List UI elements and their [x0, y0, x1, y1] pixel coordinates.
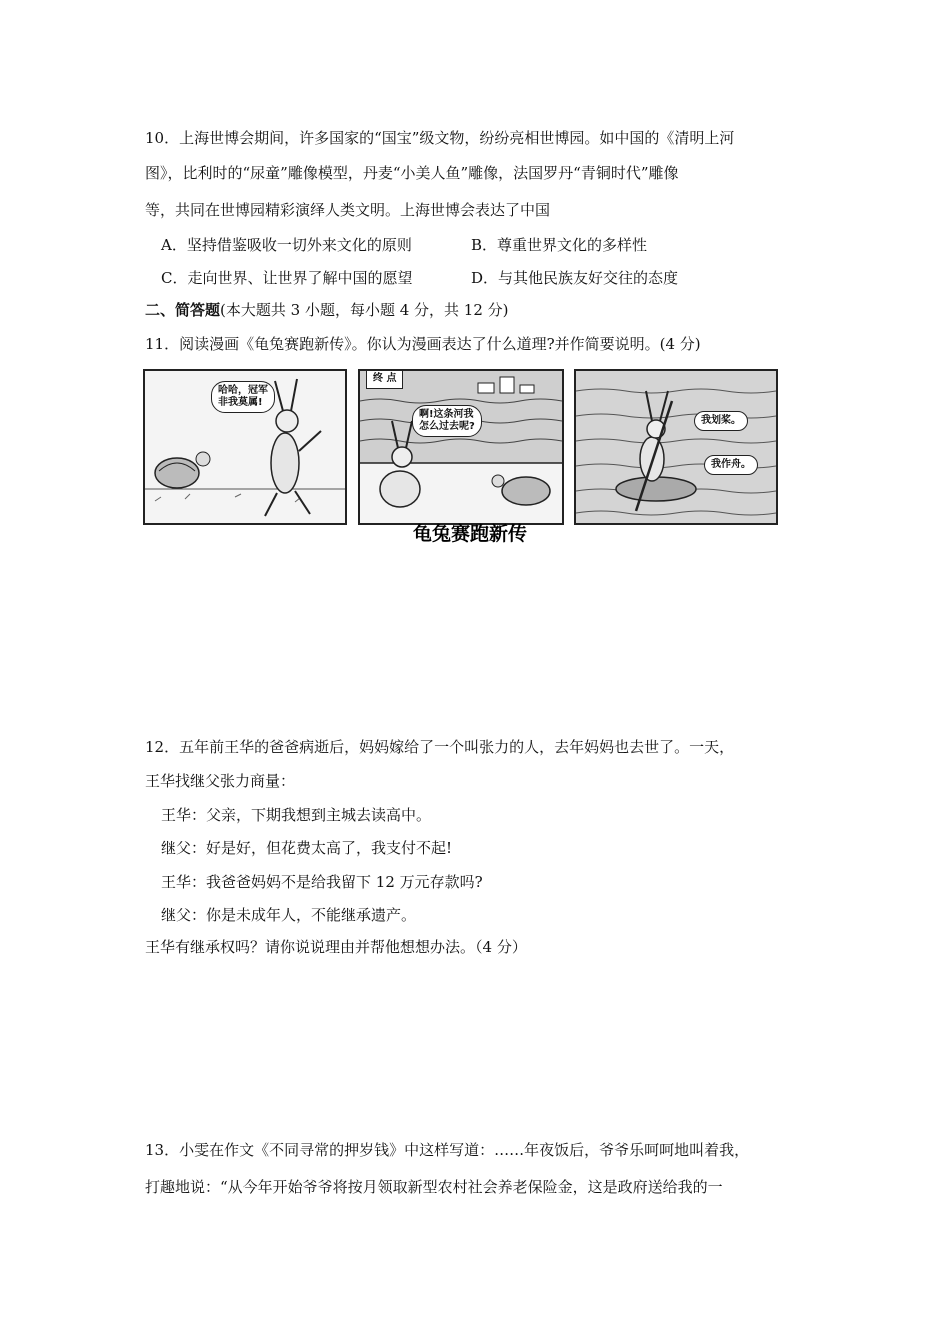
q12-dialogue-3: 王华：我爸爸妈妈不是给我留下 12 万元存款吗? — [161, 873, 483, 891]
q12-dialogue-2: 继父：好是好，但花费太高了，我支付不起! — [161, 839, 453, 857]
comic-panel-3 — [574, 369, 778, 525]
q10-options-row-2 — [161, 268, 678, 288]
q10-line-2: 图》，比利时的“尿童”雕像模型，丹麦“小美人鱼”雕像，法国罗丹“青铜时代”雕像 — [145, 164, 679, 182]
q11-text: 11．阅读漫画《龟兔赛跑新传》。你认为漫画表达了什么道理?并作简要说明。(4 分) — [145, 335, 701, 353]
comic-panel-2-drawing — [360, 371, 562, 523]
comic-panel-2-finish-sign: 终 点 — [366, 369, 403, 389]
q12-question: 王华有继承权吗？请你说说理由并帮他想想办法。（4 分） — [145, 938, 527, 956]
q10-option-a: A．坚持借鉴吸收一切外来文化的原则 — [161, 236, 412, 254]
q12-line-1: 12．五年前王华的爸爸病逝后，妈妈嫁给了一个叫张力的人，去年妈妈也去世了。一天， — [145, 738, 735, 756]
comic-panel-2 — [358, 369, 564, 525]
q10-line-3: 等，共同在世博园精彩演绎人类文明。上海世博会表达了中国 — [145, 201, 551, 219]
q10-line-1: 10．上海世博会期间，许多国家的“国宝”级文物，纷纷亮相世博园。如中国的《清明上河 — [145, 129, 735, 147]
section-2-note: (本大题共 3 小题，每小题 4 分，共 12 分) — [220, 301, 509, 319]
comic-panel-2-speech-bubble: 啊!这条河我 怎么过去呢? — [412, 405, 482, 437]
q10-option-d: D．与其他民族友好交往的态度 — [471, 269, 679, 287]
section-2-heading — [145, 300, 509, 320]
q12-line-2: 王华找继父张力商量： — [145, 772, 296, 790]
q13-line-1: 13．小雯在作文《不同寻常的押岁钱》中这样写道：……年夜饭后，爷爷乐呵呵地叫着我， — [145, 1141, 750, 1159]
q10-option-b: B．尊重世界文化的多样性 — [471, 236, 648, 254]
q10-options-row-1 — [161, 235, 647, 255]
comic-panel-3-speech-bubble-2: 我作舟。 — [704, 455, 758, 475]
comic-panel-3-drawing — [576, 371, 776, 523]
comic-panel-3-speech-bubble-1: 我划桨。 — [694, 411, 748, 431]
q12-dialogue-4: 继父：你是未成年人，不能继承遗产。 — [161, 906, 417, 924]
q12-dialogue-1: 王华：父亲，下期我想到主城去读高中。 — [161, 806, 432, 824]
q13-line-2: 打趣地说：“从今年开始爷爷将按月领取新型农村社会养老保险金，这是政府送给我的一 — [145, 1178, 723, 1196]
comic-panel-1 — [143, 369, 347, 525]
comic-title: 龟兔赛跑新传 — [413, 523, 528, 545]
comic-panel-1-speech-bubble: 哈哈，冠军 非我莫属! — [211, 381, 275, 413]
q10-option-c: C．走向世界、让世界了解中国的愿望 — [161, 269, 413, 287]
section-2-title: 二、简答题 — [145, 301, 221, 319]
